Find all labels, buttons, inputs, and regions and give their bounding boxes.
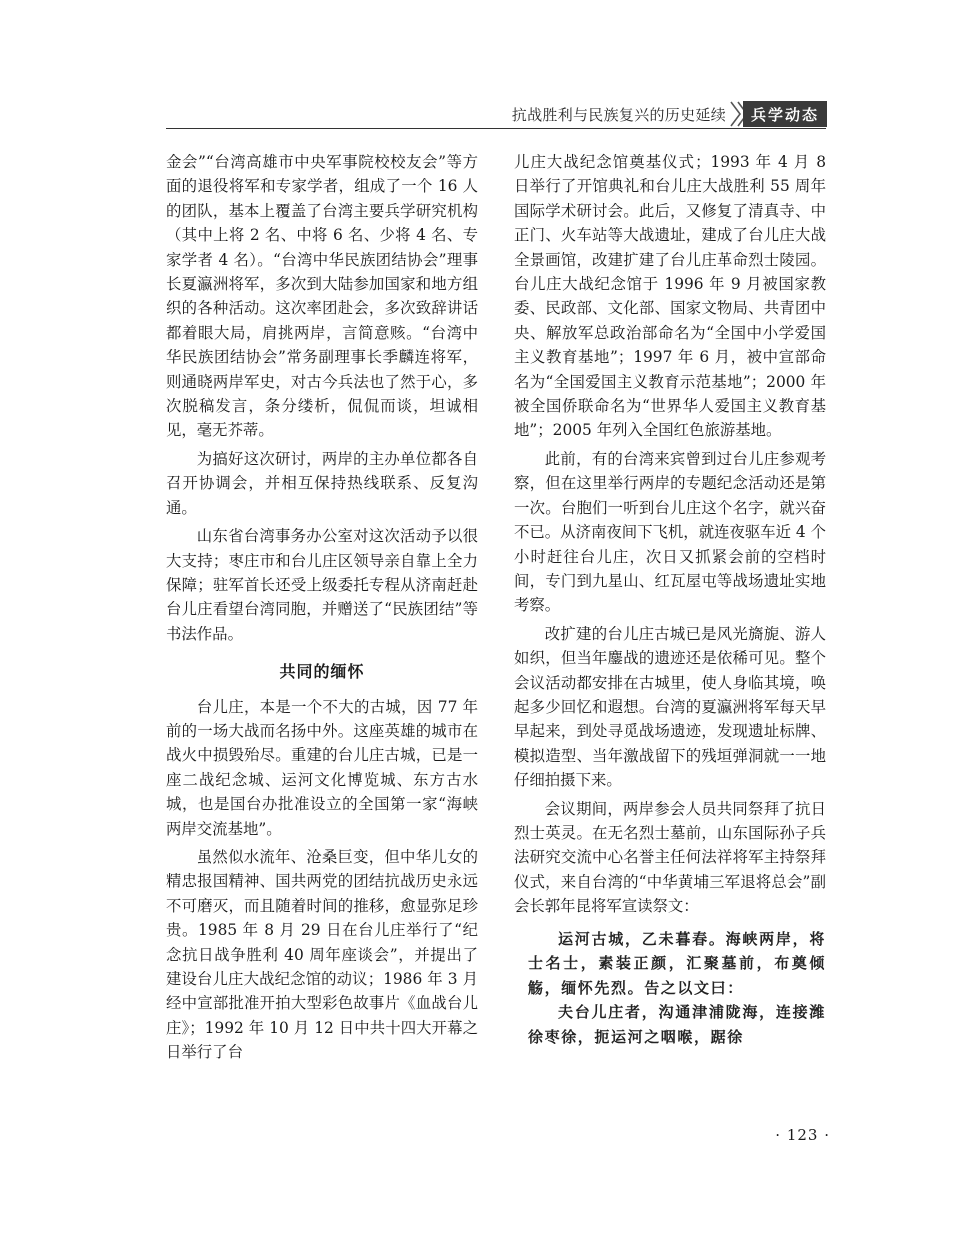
paragraph: 此前，有的台湾来宾曾到过台儿庄参观考察，但在这里举行两岸的专题纪念活动还是第一次。台胞们一听到台儿庄这个名字，就兴奋不已。从济南夜间下飞机，就连夜驱车近 4 个小时赶往台儿庄，次日又抓紧会前的空档时间，专门到九星山、红瓦屋屯等战场遗址实地考察。	[514, 449, 826, 615]
left-column	[166, 150, 478, 1065]
eulogy-line: 夫台儿庄者，沟通津浦陇海，连接潍徐枣徐，扼运河之咽喉，踞徐	[528, 1003, 826, 1046]
paragraph: 儿庄大战纪念馆奠基仪式；1993 年 4 月 8 日举行了开馆典礼和台儿庄大战胜利 55 周年国际学术研讨会。此后，又修复了清真寺、中正门、火车站等大战遗址，建成了台儿庄大战全景画馆，改建扩建了台儿庄革命烈士陵园。台儿庄大战纪念馆于 1996 年 9 月被国家教委、民政部、文化部、国家文物局、共青团中央、解放军总政治部命名为“全国中小学爱国主义教育基地”；1997 年 6 月，被中宣部命名为“全国爱国主义教育示范基地”；2000 年被全国侨联命名为“世界华人爱国主义教育基地”；2005 年列入全国红色旅游基地。	[514, 153, 826, 440]
section-subheading: 共同的缅怀	[279, 662, 365, 682]
paragraph: 虽然似水流年、沧桑巨变，但中华儿女的精忠报国精神、国共两党的团结抗战历史永远不可磨灭，而且随着时间的推移，愈显弥足珍贵。1985 年 8 月 29 日在台儿庄举行了“纪念抗日战争胜利 40 周年座谈会”，并提出了建设台儿庄大战纪念馆的动议；1986 年 3 月经中宣部批准开拍大型彩色故事片《血战台儿庄》；1992 年 10 月 12 日中共十四大开幕之日举行了台	[166, 847, 478, 1062]
paragraph: 改扩建的台儿庄古城已是风光旖旎、游人如织，但当年鏖战的遗迹还是依稀可见。整个会议活动都安排在古城里，使人身临其境，唤起多少回忆和遐想。台湾的夏瀛洲将军每天早早起来，到处寻觅战场遗迹，发现遗址标牌、模拟造型、当年激战留下的残垣弹洞就一一地仔细拍摄下来。	[514, 624, 826, 790]
paragraph: 会议期间，两岸参会人员共同祭拜了抗日烈士英灵。在无名烈士墓前，山东国际孙子兵法研究交流中心名誉主任何法祥将军主持祭拜仪式，来自台湾的“中华黄埔三军退将总会”副会长郭年昆将军宣读祭文：	[514, 799, 826, 916]
page-number: · 123 ·	[775, 1126, 830, 1144]
section-tag: 兵学动态	[743, 101, 827, 127]
header-rule	[166, 128, 826, 129]
eulogy-text	[514, 927, 826, 1050]
paragraph: 金会”“台湾高雄市中央军事院校校友会”等方面的退役将军和专家学者，组成了一个 16 人的团队，基本上覆盖了台湾主要兵学研究机构（其中上将 2 名、中将 6 名、少将 4 名、专家学者 4 名）。“台湾中华民族团结协会”理事长夏瀛洲将军，多次到大陆参加国家和地方组织的各种活动。这次率团赴会，多次致辞讲话都着眼大局，肩挑两岸，言简意赅。“台湾中华民族团结协会”常务副理事长季麟连将军，则通晓两岸军史，对古今兵法也了然于心，多次脱稿发言，条分缕析，侃侃而谈，坦诚相见，毫无芥蒂。	[166, 153, 478, 440]
paragraph: 台儿庄，本是一个不大的古城，因 77 年前的一场大战而名扬中外。这座英雄的城市在战火中损毁殆尽。重建的台儿庄古城，已是一座二战纪念城、运河文化博览城、东方古水城，也是国台办批准设立的全国第一家“海峡两岸交流基地”。	[166, 697, 478, 838]
eulogy-line: 运河古城，乙未暮春。海峡两岸，将士名士，素装正颜，汇聚墓前，布奠倾觞，缅怀先烈。告之以文曰：	[528, 929, 826, 997]
paragraph: 山东省台湾事务办公室对这次活动予以很大支持；枣庄市和台儿庄区领导亲自靠上全力保障；驻军首长还受上级委托专程从济南赶赴台儿庄看望台湾同胞，并赠送了“民族团结”等书法作品。	[166, 527, 478, 643]
paragraph: 为搞好这次研讨，两岸的主办单位都各自召开协调会，并相互保持热线联系、反复沟通。	[166, 449, 478, 517]
right-column	[514, 150, 826, 1049]
running-header-title: 抗战胜利与民族复兴的历史延续	[511, 106, 726, 124]
